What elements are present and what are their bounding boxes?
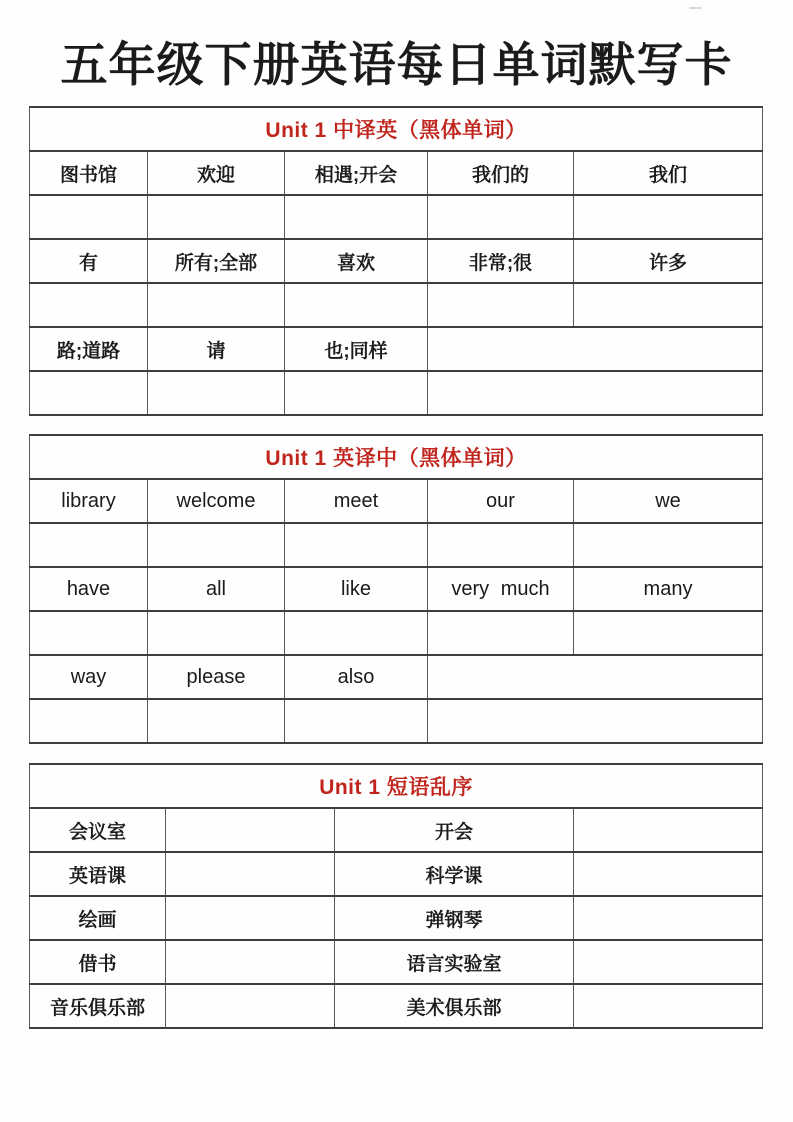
word-row	[30, 655, 763, 699]
blank-cell	[574, 984, 763, 1028]
answer-cell	[428, 195, 574, 239]
table-cn-to-en	[29, 106, 763, 416]
word-cell: our	[428, 479, 574, 523]
word-cell: also	[285, 655, 428, 699]
answer-cell	[148, 371, 285, 415]
blank-cell	[166, 896, 335, 940]
empty-region	[428, 699, 763, 743]
answer-row	[30, 699, 763, 743]
word-cell: please	[148, 655, 285, 699]
phrase-cell: 开会	[335, 808, 574, 852]
answer-cell	[285, 195, 428, 239]
word-cell: 路;道路	[30, 327, 148, 371]
word-row	[30, 567, 763, 611]
word-cell: 欢迎	[148, 151, 285, 195]
word-cell: 非常;很	[428, 239, 574, 283]
table-header-row	[30, 435, 763, 479]
blank-cell	[166, 940, 335, 984]
answer-cell	[148, 611, 285, 655]
phrase-cell: 语言实验室	[335, 940, 574, 984]
empty-region	[428, 371, 763, 415]
word-cell: welcome	[148, 479, 285, 523]
table-en-to-cn	[29, 434, 763, 744]
word-cell: way	[30, 655, 148, 699]
answer-cell	[574, 611, 763, 655]
answer-row	[30, 523, 763, 567]
table-title: Unit 1 中译英（黑体单词）	[30, 107, 763, 151]
word-cell: we	[574, 479, 763, 523]
answer-cell	[30, 523, 148, 567]
answer-cell	[285, 699, 428, 743]
answer-cell	[148, 699, 285, 743]
answer-cell	[30, 283, 148, 327]
answer-cell	[285, 283, 428, 327]
word-cell: like	[285, 567, 428, 611]
answer-cell	[285, 611, 428, 655]
phrase-cell: 美术俱乐部	[335, 984, 574, 1028]
word-cell: all	[148, 567, 285, 611]
word-row	[30, 239, 763, 283]
phrase-row	[30, 808, 763, 852]
answer-cell	[148, 195, 285, 239]
answer-cell	[148, 523, 285, 567]
answer-cell	[428, 611, 574, 655]
table-header-row	[30, 107, 763, 151]
word-row	[30, 151, 763, 195]
blank-cell	[574, 808, 763, 852]
answer-cell	[574, 195, 763, 239]
answer-cell	[30, 371, 148, 415]
answer-cell	[285, 523, 428, 567]
word-cell: 我们	[574, 151, 763, 195]
blank-cell	[166, 852, 335, 896]
phrase-row	[30, 940, 763, 984]
word-cell: 所有;全部	[148, 239, 285, 283]
table-title: Unit 1 短语乱序	[30, 764, 763, 808]
word-cell: many	[574, 567, 763, 611]
word-cell: meet	[285, 479, 428, 523]
blank-cell	[574, 940, 763, 984]
word-cell: 请	[148, 327, 285, 371]
answer-cell	[574, 523, 763, 567]
blank-cell	[166, 984, 335, 1028]
empty-region	[428, 655, 763, 699]
answer-cell	[30, 699, 148, 743]
word-cell: have	[30, 567, 148, 611]
blank-cell	[574, 896, 763, 940]
answer-cell	[30, 195, 148, 239]
table-title: Unit 1 英译中（黑体单词）	[30, 435, 763, 479]
word-cell: 喜欢	[285, 239, 428, 283]
phrase-cell: 科学课	[335, 852, 574, 896]
phrase-cell: 绘画	[30, 896, 166, 940]
word-cell: very much	[428, 567, 574, 611]
answer-cell	[30, 611, 148, 655]
page-title: 五年级下册英语每日单词默写卡	[60, 38, 733, 91]
answer-cell	[428, 283, 574, 327]
scan-artifact-mark	[689, 7, 702, 9]
blank-cell	[574, 852, 763, 896]
empty-region	[428, 327, 763, 371]
table-header-row	[30, 764, 763, 808]
answer-cell	[148, 283, 285, 327]
phrase-row	[30, 852, 763, 896]
phrase-cell: 会议室	[30, 808, 166, 852]
phrase-cell: 弹钢琴	[335, 896, 574, 940]
phrase-row	[30, 896, 763, 940]
word-cell: 许多	[574, 239, 763, 283]
answer-cell	[428, 523, 574, 567]
phrase-cell: 音乐俱乐部	[30, 984, 166, 1028]
table-phrases	[29, 763, 763, 1029]
phrase-cell: 英语课	[30, 852, 166, 896]
word-cell: library	[30, 479, 148, 523]
answer-row	[30, 371, 763, 415]
answer-row	[30, 611, 763, 655]
answer-cell	[574, 283, 763, 327]
word-row	[30, 327, 763, 371]
blank-cell	[166, 808, 335, 852]
phrase-cell: 借书	[30, 940, 166, 984]
word-cell: 我们的	[428, 151, 574, 195]
word-cell: 相遇;开会	[285, 151, 428, 195]
phrase-row	[30, 984, 763, 1028]
word-cell: 有	[30, 239, 148, 283]
word-row	[30, 479, 763, 523]
answer-row	[30, 283, 763, 327]
word-cell: 图书馆	[30, 151, 148, 195]
answer-cell	[285, 371, 428, 415]
word-cell: 也;同样	[285, 327, 428, 371]
answer-row	[30, 195, 763, 239]
